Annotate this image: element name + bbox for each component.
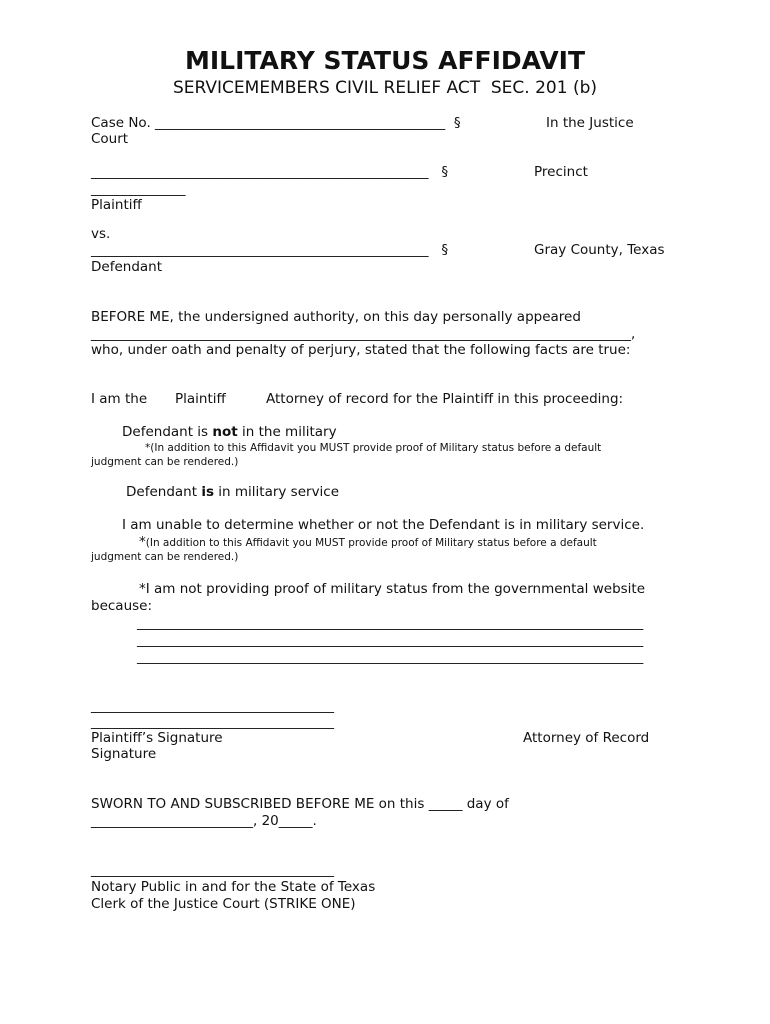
case-number-line: Case No. ___________________________________________ § [91, 115, 461, 131]
court-label: In the Justice [546, 115, 634, 131]
not-providing-proof: *I am not providing proof of military status from the governmental website [139, 581, 646, 597]
court-label-continued: Court [91, 131, 129, 147]
defendant-name-line: __________________________________________________ § [91, 242, 449, 258]
intro-line-1: BEFORE ME, the undersigned authority, on this day personally appeared [91, 309, 581, 325]
clerk-label: Clerk of the Justice Court (STRIKE ONE) [91, 896, 356, 912]
unable-to-determine: I am unable to determine whether or not the Defendant is in military service. [122, 517, 645, 533]
notary-signature-line: ____________________________________ [91, 862, 334, 878]
reason-blank-3: ___________________________________________________________________________ [137, 649, 644, 665]
sworn-line-1: SWORN TO AND SUBSCRIBED BEFORE ME on this _____ day of [91, 796, 509, 812]
versus-label: vs. [91, 226, 111, 242]
defendant-label: Defendant [91, 259, 163, 275]
document-title: MILITARY STATUS AFFIDAVIT [184, 46, 586, 75]
signature-label-continued: Signature [91, 746, 157, 762]
option-attorney: Attorney of record for the Plaintiff in this proceeding: [266, 391, 624, 407]
precinct-label: Precinct [534, 164, 588, 180]
defendant-in-military: Defendant is in military service [126, 484, 340, 500]
affiant-name-line: ________________________________________________________________________________, [91, 326, 636, 342]
attorney-of-record-label: Attorney of Record [523, 730, 650, 746]
unable-note: *(In addition to this Affidavit you MUST provide proof of Military status before a default [139, 534, 597, 550]
plaintiff-name-line: __________________________________________________ § [91, 164, 449, 180]
plaintiff-label: Plaintiff [91, 197, 142, 213]
proof-note-1a: *(In addition to this Affidavit you MUST provide proof of Military status before a default [145, 442, 602, 454]
signature-line-2: ____________________________________ [91, 714, 334, 730]
sworn-line-2: ________________________, 20_____. [91, 813, 317, 829]
option-plaintiff: Plaintiff [175, 391, 226, 407]
precinct-blank: ______________ [91, 181, 186, 197]
defendant-not-in-military: Defendant is not in the military [122, 424, 337, 440]
proof-note-1b: judgment can be rendered.) [91, 456, 239, 468]
county-label: Gray County, Texas [534, 242, 665, 258]
because-label: because: [91, 598, 153, 614]
proof-note-2b: judgment can be rendered.) [91, 551, 239, 563]
reason-blank-2: ___________________________________________________________________________ [137, 632, 644, 648]
notary-label: Notary Public in and for the State of Texas [91, 879, 376, 895]
i-am-the-label: I am the [91, 391, 148, 407]
intro-line-3: who, under oath and penalty of perjury, stated that the following facts are true: [91, 342, 631, 358]
signature-line-1: ____________________________________ [91, 698, 334, 714]
plaintiff-signature-label: Plaintiff’s Signature [91, 730, 223, 746]
reason-blank-1: ___________________________________________________________________________ [137, 615, 644, 631]
document-subtitle: SERVICEMEMBERS CIVIL RELIEF ACT SEC. 201 (b) [172, 78, 598, 98]
